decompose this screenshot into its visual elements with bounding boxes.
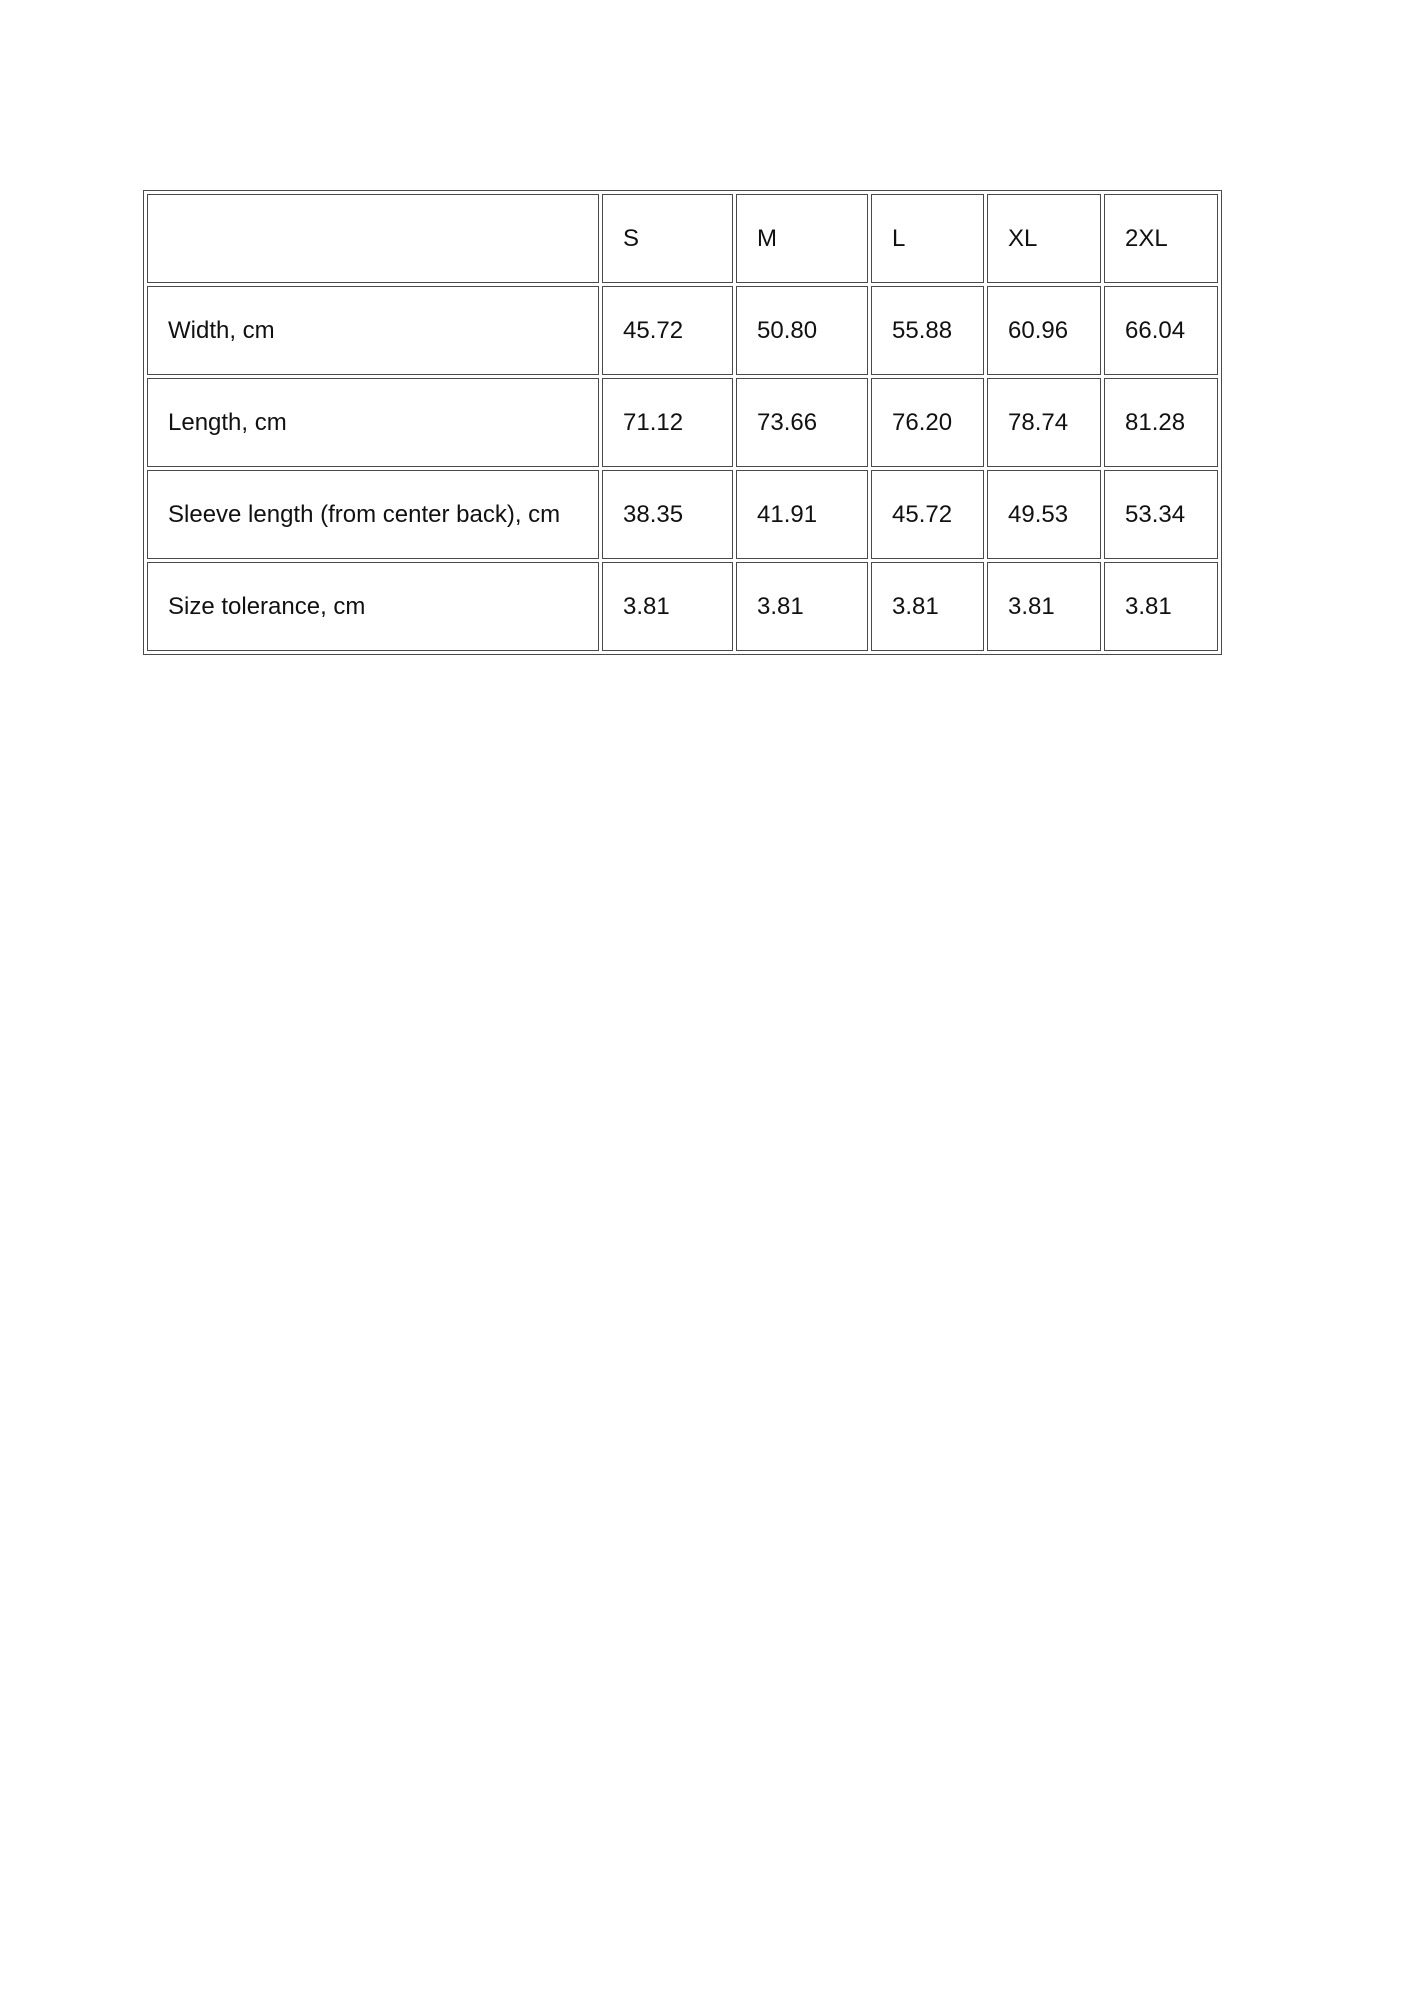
table-cell: 71.12 xyxy=(602,378,733,467)
header-cell-size-m: M xyxy=(736,194,868,283)
table-cell: 3.81 xyxy=(871,562,984,651)
row-label: Length, cm xyxy=(147,378,599,467)
table-cell: 3.81 xyxy=(987,562,1101,651)
table-cell: 66.04 xyxy=(1104,286,1218,375)
row-label: Size tolerance, cm xyxy=(147,562,599,651)
header-cell-size-s: S xyxy=(602,194,733,283)
row-label: Width, cm xyxy=(147,286,599,375)
table-cell: 41.91 xyxy=(736,470,868,559)
table-cell: 38.35 xyxy=(602,470,733,559)
row-label: Sleeve length (from center back), cm xyxy=(147,470,599,559)
table-header-row xyxy=(147,194,1218,283)
table-cell: 45.72 xyxy=(871,470,984,559)
table-cell: 81.28 xyxy=(1104,378,1218,467)
table-cell: 50.80 xyxy=(736,286,868,375)
header-cell-size-xl: XL xyxy=(987,194,1101,283)
header-cell-empty xyxy=(147,194,599,283)
table-cell: 78.74 xyxy=(987,378,1101,467)
header-cell-size-l: L xyxy=(871,194,984,283)
table-row-width xyxy=(147,286,1218,375)
table-cell: 49.53 xyxy=(987,470,1101,559)
table-cell: 60.96 xyxy=(987,286,1101,375)
table-cell: 55.88 xyxy=(871,286,984,375)
table-cell: 73.66 xyxy=(736,378,868,467)
table-row-sleeve-length xyxy=(147,470,1218,559)
header-cell-size-2xl: 2XL xyxy=(1104,194,1218,283)
table-cell: 45.72 xyxy=(602,286,733,375)
table-cell: 76.20 xyxy=(871,378,984,467)
table-row-length xyxy=(147,378,1218,467)
size-chart-table xyxy=(143,190,1222,655)
table-row-size-tolerance xyxy=(147,562,1218,651)
table-cell: 53.34 xyxy=(1104,470,1218,559)
table-cell: 3.81 xyxy=(736,562,868,651)
table-cell: 3.81 xyxy=(1104,562,1218,651)
table-cell: 3.81 xyxy=(602,562,733,651)
